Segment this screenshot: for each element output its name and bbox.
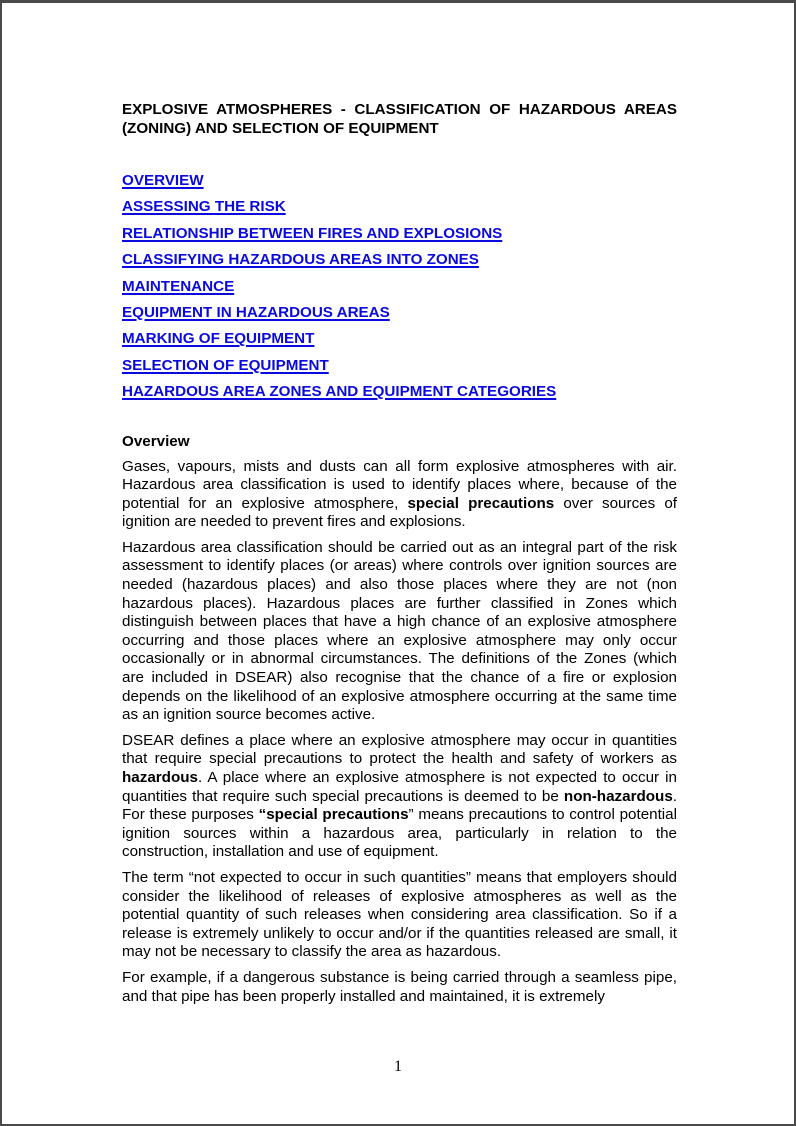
bold-text: hazardous bbox=[122, 769, 198, 787]
toc-item bbox=[122, 329, 677, 355]
toc-link-assessing-the-risk[interactable]: ASSESSING THE RISK bbox=[122, 198, 286, 216]
paragraph-3 bbox=[122, 732, 677, 862]
toc-link-zones-and-categories[interactable]: HAZARDOUS AREA ZONES AND EQUIPMENT CATEGORIES bbox=[122, 383, 557, 401]
toc-item bbox=[122, 303, 677, 329]
toc-item bbox=[122, 171, 677, 197]
toc-link-overview[interactable]: OVERVIEW bbox=[122, 172, 204, 189]
section-heading-overview: Overview bbox=[122, 432, 190, 450]
page-number: 1 bbox=[394, 1058, 402, 1075]
toc-link-fires-and-explosions[interactable]: RELATIONSHIP BETWEEN FIRES AND EXPLOSIONS bbox=[122, 224, 503, 242]
text-run: ” means precautions to control potential ignition sources within a hazardous area, particularly in relation to the construction, installation and use of equipment. bbox=[122, 806, 678, 861]
toc-item bbox=[122, 197, 677, 223]
toc-link-selection-of-equipment[interactable]: SELECTION OF EQUIPMENT bbox=[122, 356, 329, 374]
bold-text: special precautions bbox=[407, 494, 555, 512]
toc-item bbox=[122, 250, 677, 276]
bold-text: non-hazardous bbox=[563, 787, 673, 805]
paragraph-4: The term “not expected to occur in such quantities” means that employers should consider the likelihood of releases of explosive atmospheres as well as the potential quantity of such releases when considering area classification. So if a release is extremely unlikely to occur and/or if the quantities released are small, it may not be necessary to classify the area as hazardous. bbox=[122, 868, 677, 961]
text-run: . A place where an explosive atmosphere is not expected to occur in quantities that require such special precautions is deemed to be bbox=[122, 769, 677, 805]
table-of-contents bbox=[122, 171, 677, 409]
paragraph-1 bbox=[122, 458, 677, 532]
toc-item bbox=[122, 382, 677, 408]
toc-link-maintenance[interactable]: MAINTENANCE bbox=[122, 277, 235, 295]
toc-item bbox=[122, 224, 677, 250]
text-run: . For these purposes bbox=[122, 787, 677, 824]
paragraph-2: Hazardous area classification should be carried out as an integral part of the risk assessment to identify places (or areas) where controls over ignition sources are needed (hazardous places) and also those places where they are not (non hazardous places). Hazardous places are further classified in Zones which distinguish between places that have a high chance of an explosive atmosphere occurring and those places where an explosive atmosphere may only occur occasionally or in abnormal circumstances. The definitions of the Zones (which are included in DSEAR) also recognise that the chance of a fire or explosion depends on the likelihood of an explosive atmosphere occurring at the same time as an ignition source becomes active. bbox=[122, 538, 677, 724]
toc-item bbox=[122, 277, 677, 303]
paragraph-5: For example, if a dangerous substance is being carried through a seamless pipe, and that pipe has been properly installed and maintained, it is extremely bbox=[122, 968, 677, 1005]
document-page bbox=[2, 3, 794, 1124]
toc-link-equipment-in-hazardous-areas[interactable]: EQUIPMENT IN HAZARDOUS AREAS bbox=[122, 303, 390, 321]
text-run: Gases, vapours, mists and dusts can all form explosive atmospheres with air. Hazardous area classification is used to identify places where, because of the potential for an explosive atmosphere, bbox=[122, 457, 677, 512]
text-run: over sources of ignition are needed to prevent fires and explosions. bbox=[122, 494, 678, 531]
toc-link-classifying-zones[interactable]: CLASSIFYING HAZARDOUS AREAS INTO ZONES bbox=[122, 251, 479, 269]
bold-text: “special precautions bbox=[258, 806, 409, 824]
toc-item bbox=[122, 356, 677, 382]
page-content bbox=[122, 100, 677, 1013]
document-title: EXPLOSIVE ATMOSPHERES - CLASSIFICATION OF HAZARDOUS AREAS (ZONING) AND SELECTION OF EQUIPMENT bbox=[122, 101, 677, 137]
text-run: DSEAR defines a place where an explosive atmosphere may occur in quantities that require special precautions to protect the health and safety of workers as bbox=[122, 731, 677, 768]
toc-link-marking-of-equipment[interactable]: MARKING OF EQUIPMENT bbox=[122, 330, 315, 348]
